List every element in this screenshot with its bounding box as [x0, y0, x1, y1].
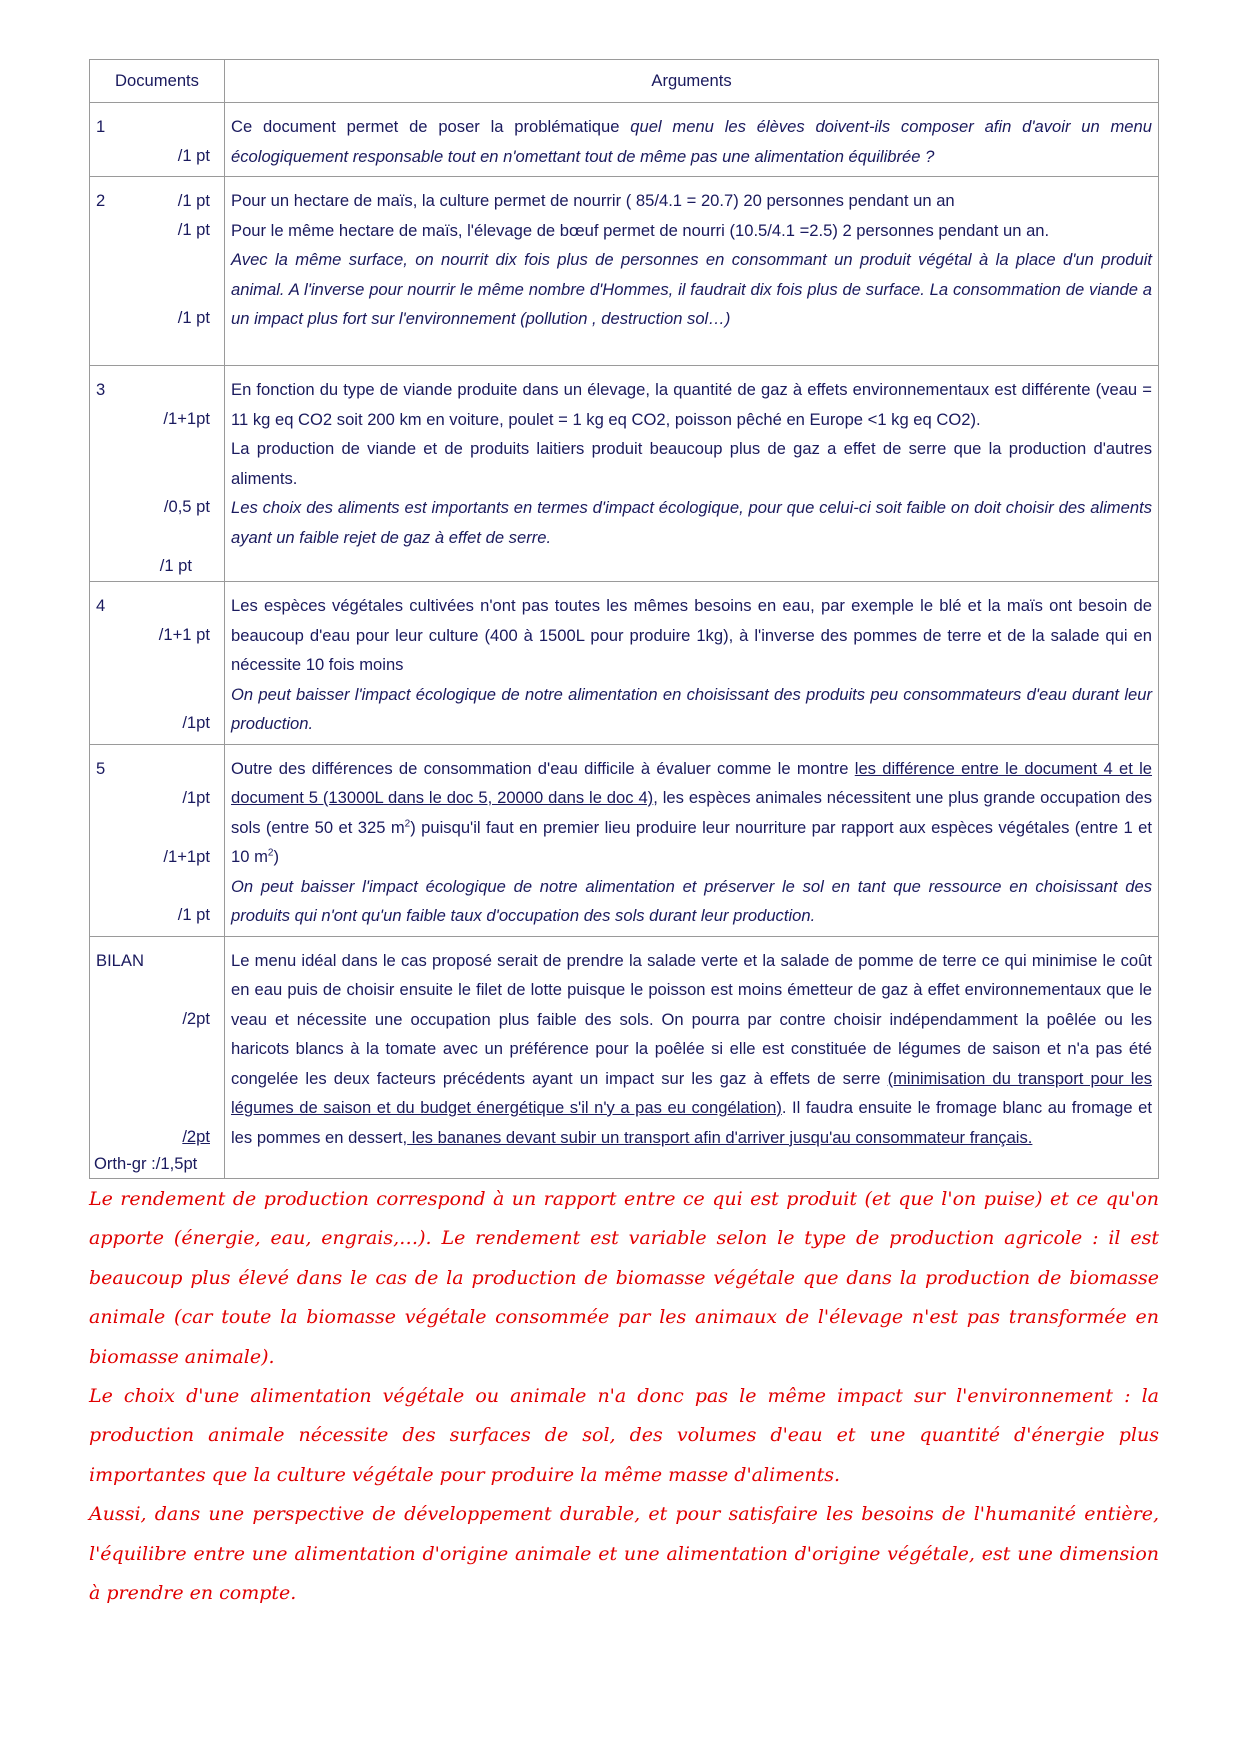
argument-italic: quel menu les élèves doivent-ils composer afin d'avoir un menu écologiquement responsable tout en n'omettant tout de même pas une alimentation équilibrée ?	[231, 117, 1152, 166]
underlined-text: les différence entre le document 4 et le document 5 (13000L dans le doc 5, 20000 dans le doc 4)	[231, 758, 1152, 807]
doc-cell	[90, 366, 225, 582]
underlined-text: (minimisation du transport pour les légumes de saison et du budget énergétique s'il n'y a pas eu congélation)	[231, 1068, 1152, 1117]
table-row	[90, 177, 1159, 366]
argument-text: En fonction du type de viande produite dans un élevage, la quantité de gaz à effets environnementaux est différente (veau = 11 kg eq CO2 soit 200 km en voiture, poulet = 1 kg eq CO2, poisson pêché en Europe <1 kg eq CO2).	[231, 380, 1152, 429]
argument-text: Pour un hectare de maïs, la culture permet de nourrir ( 85/4.1 = 20.7) 20 personnes pendant un an	[231, 191, 955, 210]
points: /1 pt	[177, 220, 210, 239]
argument-text-part: ) puisqu'il faut en premier lieu produire leur nourriture par rapport aux espèces végétales (entre 1 et 10 m	[231, 817, 1152, 866]
doc-number: 3	[96, 380, 106, 399]
points: /1+1 pt	[158, 625, 210, 644]
points: /1pt	[182, 713, 210, 732]
argument-text: Les espèces végétales cultivées n'ont pas toutes les mêmes besoins en eau, par exemple le blé et la maïs ont besoin de beaucoup d'eau pour leur culture (400 à 1500L pour produire 1kg), à l'inverse des pommes de terre et de la salade qui en nécessite 10 fois moins	[231, 596, 1152, 674]
argument-text-part: )	[273, 847, 279, 866]
argument-text-part: Outre des différences de consommation d'eau difficile à évaluer comme le montre	[231, 758, 855, 778]
argument-cell	[225, 936, 1159, 1178]
points: /1 pt	[159, 556, 192, 575]
handwritten-conclusion	[89, 1180, 1159, 1613]
argument-italic: On peut baisser l'impact écologique de notre alimentation en choisissant des produits peu consommateurs d'eau durant leur production.	[231, 684, 1152, 733]
points: /1+1pt	[163, 846, 210, 866]
doc-cell	[90, 177, 225, 366]
argument-cell	[225, 177, 1159, 366]
table-header-row	[90, 60, 1159, 103]
table-row	[90, 582, 1159, 745]
argument-cell	[225, 744, 1159, 936]
points: /2pt	[182, 1126, 210, 1146]
argument-italic: Avec la même surface, on nourrit dix fois plus de personnes en consommant un produit végétal à la place d'un produit animal. A l'inverse pour nourrir le même nombre d'Hommes, il faudrait dix fois plus de surface. La consommation de viande a un impact plus fort sur l'environnement (pollution , destruction sol…)	[231, 250, 1152, 328]
doc-cell	[90, 936, 225, 1178]
handwritten-paragraph: Le rendement de production correspond à un rapport entre ce qui est produit (et que l'on puise) et ce qu'on apporte (énergie, eau, engrais,…). Le rendement est variable selon le type de production agricole : il est beaucoup plus élevé dans le cas de la production de biomasse végétale que dans la production de biomasse animale (car toute la biomasse végétale consommée par les animaux de l'élevage n'est pas transformée en biomasse animale).	[89, 1188, 1159, 1368]
argument-cell	[225, 366, 1159, 582]
points: /2pt	[182, 1008, 210, 1028]
argument-text	[231, 754, 1152, 872]
doc-cell	[90, 744, 225, 936]
argument-text: Le menu idéal dans le cas proposé serait de prendre la salade verte et la salade de pomme de terre ce qui minimise le coût en eau puis de choisir ensuite le filet de lotte puisque le poisson est moins émetteur de gaz à effet environnementaux que le veau et nécessite une occupation plus faible des sols. On pourra par contre choisir indépendamment la poêlée ou les haricots blancs à la tomate avec un préférence pour la poêlée si elle est constituée de légumes de saison et n'a pas été congelée les deux facteurs précédents ayant un impact sur les gaz à effets de serre	[231, 950, 1152, 1088]
argument-cell	[225, 103, 1159, 177]
table-row	[90, 366, 1159, 582]
doc-number: 2	[96, 191, 106, 210]
handwritten-paragraph: Aussi, dans une perspective de développement durable, et pour satisfaire les besoins de l'humanité entière, l'équilibre entre une alimentation d'origine animale et une alimentation d'origine végétale, est une dimension à prendre en compte.	[89, 1503, 1159, 1605]
argument-text: Pour le même hectare de maïs, l'élevage de bœuf permet de nourri (10.5/4.1 =2.5) 2 personnes pendant un an.	[231, 220, 1050, 240]
argument-italic: On peut baisser l'impact écologique de notre alimentation et préserver le sol en tant que ressource en choisissant des produits qui n'ont qu'un faible taux d'occupation des sols durant leur production.	[231, 876, 1152, 925]
table-row	[90, 936, 1159, 1178]
table-row	[90, 103, 1159, 177]
points: /1 pt	[177, 904, 210, 924]
points: /1 pt	[177, 191, 210, 210]
doc-cell	[90, 103, 225, 177]
correction-table	[89, 59, 1159, 1179]
doc-cell	[90, 582, 225, 745]
argument-text-part: , les espèces animales nécessitent une plus grande occupation des sols (entre 50 et 325 m	[231, 788, 1153, 837]
handwritten-paragraph: Le choix d'une alimentation végétale ou animale n'a donc pas le même impact sur l'environnement : la production animale nécessite des surfaces de sol, des volumes d'eau et une quantité d'énergie plus importantes que la culture végétale pour produire la même masse d'aliments.	[89, 1385, 1159, 1486]
superscript: 2	[267, 847, 274, 859]
points: /0,5 pt	[163, 497, 210, 516]
points: /1+1pt	[163, 409, 210, 428]
argument-italic: Les choix des aliments est importants en termes d'impact écologique, pour que celui-ci soit faible on doit choisir des aliments ayant un faible rejet de gaz à effet de serre.	[231, 498, 1152, 547]
doc-number: 5	[96, 758, 106, 778]
doc-number: 4	[96, 596, 106, 615]
argument-text: . Il faudra ensuite le fromage blanc au fromage et les pommes en dessert,	[231, 1098, 1152, 1147]
underlined-text: les bananes devant subir un transport afin d'arriver jusqu'au consommateur français.	[407, 1127, 1033, 1147]
argument-cell	[225, 582, 1159, 745]
table-row	[90, 744, 1159, 936]
header-arguments: Arguments	[225, 60, 1159, 103]
points-orth-gr: Orth-gr :/1,5pt	[94, 1153, 198, 1173]
argument-text: Ce document permet de poser la problématique	[231, 117, 631, 136]
points: /1pt	[182, 787, 210, 807]
argument-text: La production de viande et de produits laitiers produit beaucoup plus de gaz a effet de serre que la production d'autres aliments.	[231, 439, 1152, 488]
doc-number: 1	[96, 117, 106, 136]
header-documents: Documents	[90, 60, 225, 103]
superscript: 2	[404, 817, 411, 829]
points: /1 pt	[177, 146, 210, 165]
points: /1 pt	[177, 308, 210, 327]
doc-number: BILAN	[96, 950, 144, 970]
